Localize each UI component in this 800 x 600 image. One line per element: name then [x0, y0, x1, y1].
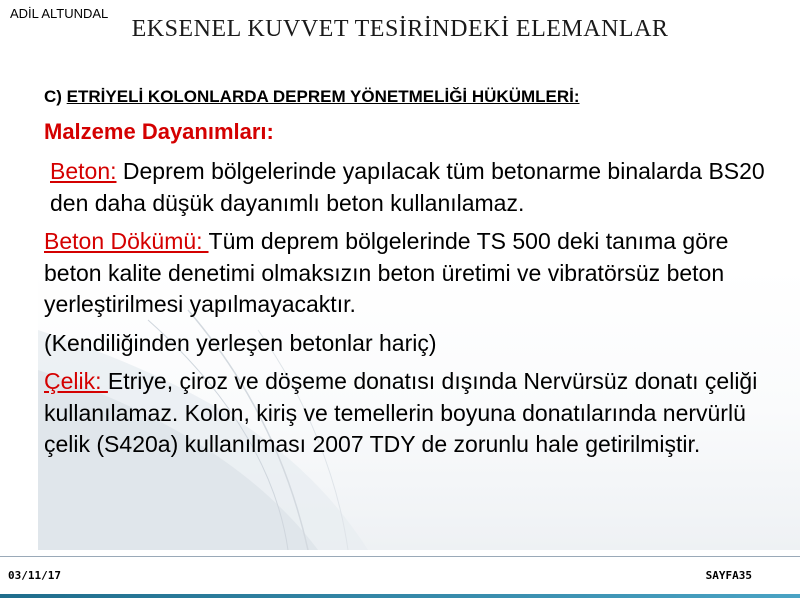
paragraph-concrete-pouring-text: Tüm deprem bölgelerinde TS 500 deki tanıma göre beton kalite denetimi olmaksızın beton üretimi ve vibratörsüz beton yerleştirilmesi yapılmayacaktır.	[44, 228, 729, 317]
footer-divider	[0, 556, 800, 557]
footer-page-number: SAYFA35	[705, 569, 752, 582]
slide-content	[44, 86, 784, 468]
slide-title: EKSENEL KUVVET TESİRİNDEKİ ELEMANLAR	[131, 16, 669, 42]
section-heading	[44, 86, 784, 108]
paragraph-concrete-pouring	[44, 226, 784, 321]
paragraph-concrete-text: Deprem bölgelerinde yapılacak tüm betonarme binalarda BS20 den daha düşük dayanımlı beton kullanılamaz.	[50, 158, 765, 216]
footer-accent-bar	[0, 594, 800, 598]
subheading-materials: Malzeme Dayanımları:	[44, 119, 274, 144]
paragraph-note-text: (Kendiliğinden yerleşen betonlar hariç)	[44, 329, 437, 356]
paragraph-steel	[44, 366, 784, 461]
paragraph-note	[44, 328, 784, 360]
author-name: ADİL ALTUNDAL	[10, 6, 109, 21]
term-concrete-pouring: Beton Dökümü:	[44, 228, 209, 254]
paragraph-concrete	[44, 156, 784, 219]
section-prefix: C)	[44, 87, 67, 106]
term-steel: Çelik:	[44, 368, 108, 394]
footer-date: 03/11/17	[8, 569, 61, 582]
paragraph-steel-text: Etriye, çiroz ve döşeme donatısı dışında Nervürsüz donatı çeliği kullanılamaz. Kolon, kiriş ve temellerin boyuna donatılarında nervürlü çelik (S420a) kullanılması 2007 TDY de zorunlu hale getirilmiştir.	[44, 368, 758, 457]
term-concrete: Beton:	[50, 158, 117, 184]
section-heading-text: ETRİYELİ KOLONLARDA DEPREM YÖNETMELİĞİ HÜKÜMLERİ:	[66, 87, 580, 106]
